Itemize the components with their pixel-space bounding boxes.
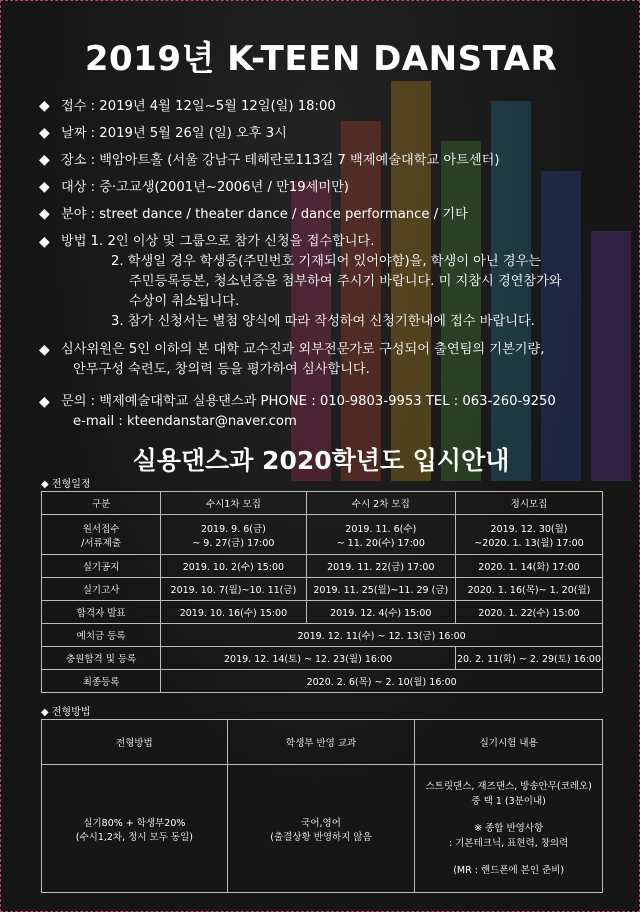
method-line: (출결상황 반영하지 않음 [270,831,372,843]
schedule-label: ◆ 전형일정 [41,479,91,490]
method-table [41,719,603,893]
table-cell: 합격자 발표 [42,601,161,624]
table-cell: 충원합격 및 등록 [42,647,161,670]
method-line: 실기80% + 학생부20% [83,817,186,829]
schedule-table [41,491,603,693]
method-cell [415,765,603,893]
event-info [39,93,629,432]
table-cell: 2019. 11. 25(월)~11. 29 (금) [306,578,455,601]
method-spacer [416,851,601,863]
poster-title: 2019년 K-TEEN DANSTAR [84,39,558,79]
info-contact: ◆ 문의 : 백제예술대학교 실용댄스과 PHONE : 010-9803-9953 TEL : 063-260-9250 [39,394,556,410]
table-cell: 2019. 10. 2(수) 15:00 [161,555,306,578]
table-cell: 2019. 12. 30(월) ~2020. 1. 13(월) 17:00 [456,515,603,555]
table-cell: 2020. 2. 6(목) ~ 2. 10(월) 16:00 [161,670,603,693]
table-cell: 실기고사 [42,578,161,601]
table-row [42,670,603,693]
diamond-bullet-icon: ◆ [39,394,50,410]
schedule-header: 정시모집 [456,492,603,515]
method-line: : 기본테크닉, 표현력, 창의력 [449,838,569,849]
diamond-bullet-icon: ◆ [39,206,50,222]
info-judges-cont: 안무구성 숙련도, 창의력 등을 평가하여 심사합니다. [73,362,370,377]
table-cell: 2020. 1. 16(목)~ 1. 20(월) [456,578,603,601]
diamond-bullet-icon: ◆ [39,152,50,168]
schedule-header: 수시1차 모집 [161,492,306,515]
diamond-bullet-icon: ◆ [39,125,50,141]
info-email: e-mail : kteendanstar@naver.com [73,414,297,429]
diamond-bullet-icon: ◆ [39,98,50,114]
method-line: ※ 종합 반영사항 [474,823,544,834]
info-method-2a: 2. 학생일 경우 학생증(주민번호 기재되어 있어야함)을, 학생이 아닌 경우는 [111,254,542,269]
table-cell: 실기공지 [42,555,161,578]
method-cell [227,765,415,893]
method-header-row [42,720,603,765]
info-judges: ◆ 심사위원은 5인 이하의 본 대학 교수진과 외부전문가로 구성되어 출연팀의 기본기량, [39,342,545,358]
schedule-header: 구분 [42,492,161,515]
table-cell: 20. 2. 11(화) ~ 2. 29(토) 16:00 [456,647,603,670]
table-cell: 2019. 9. 6(금) ~ 9. 27(금) 17:00 [161,515,306,555]
table-cell: 2019. 11. 6(수) ~ 11. 20(수) 17:00 [306,515,455,555]
table-cell: 최종등록 [42,670,161,693]
table-row [42,515,603,555]
info-method-2b: 주민등록등본, 청소년증을 첨부하여 주시기 바랍니다. 미 지참시 경연참가와 [129,274,562,289]
table-cell: 2019. 10. 16(수) 15:00 [161,601,306,624]
method-line: (수시1,2차, 정시 모두 동일) [75,831,193,843]
diamond-bullet-icon: ◆ [39,342,50,358]
admission-title: 실용댄스과 2020학년도 입시안내 [132,446,510,475]
method-line: 스트릿댄스, 재즈댄스, 방송안무(코레오) [425,781,592,792]
info-method: ◆ 방법 1. 2인 이상 및 그룹으로 참가 신청을 접수합니다. [39,234,375,250]
info-reception: ◆ 접수 : 2019년 4월 12일~5월 12일(일) 18:00 [39,93,629,120]
method-line: (MR : 핸드폰에 본인 준비) [453,865,565,876]
table-row [42,765,603,893]
method-spacer [416,809,601,821]
method-line: 중 택 1 (3분이내) [471,796,546,807]
diamond-bullet-icon: ◆ [39,234,50,250]
method-header: 학생부 반영 교과 [227,720,415,765]
method-header: 실기시험 내용 [415,720,603,765]
table-cell: 2019. 12. 14(토) ~ 12. 23(월) 16:00 [161,647,456,670]
table-row [42,578,603,601]
diamond-bullet-icon: ◆ [39,179,50,195]
table-row [42,601,603,624]
info-method-3: 3. 참가 신청서는 별첨 양식에 따라 작성하여 신청기한내에 접수 바랍니다. [111,314,535,329]
table-cell: 2020. 1. 22(수) 15:00 [456,601,603,624]
schedule-header: 수시 2차 모집 [306,492,455,515]
table-cell: 2019. 10. 7(월)~10. 11(금) [161,578,306,601]
info-method-2c: 수상이 취소됩니다. [129,294,240,309]
info-target: ◆ 대상 : 중·고교생(2001년~2006년 / 만19세미만) [39,174,629,201]
table-row [42,647,603,670]
table-row [42,624,603,647]
method-header: 전형방법 [42,720,228,765]
table-cell: 예치금 등록 [42,624,161,647]
table-cell: 2020. 1. 14(화) 17:00 [456,555,603,578]
info-date: ◆ 날짜 : 2019년 5월 26일 (일) 오후 3시 [39,120,629,147]
info-venue: ◆ 장소 : 백암아트홀 (서울 강남구 테헤란로113길 7 백제예술대학교 아트센터) [39,147,629,174]
method-label: ◆ 전형방법 [41,707,91,718]
table-cell: 2019. 11. 22(금) 17:00 [306,555,455,578]
table-cell: 원서접수 /서류제출 [42,515,161,555]
table-row [42,555,603,578]
table-cell: 2019. 12. 4(수) 15:00 [306,601,455,624]
schedule-header-row [42,492,603,515]
table-cell: 2019. 12. 11(수) ~ 12. 13(금) 16:00 [161,624,603,647]
method-cell [42,765,228,893]
info-field: ◆ 분야 : street dance / theater dance / dance performance / 기타 [39,201,629,228]
method-line: 국어,영어 [301,817,341,829]
